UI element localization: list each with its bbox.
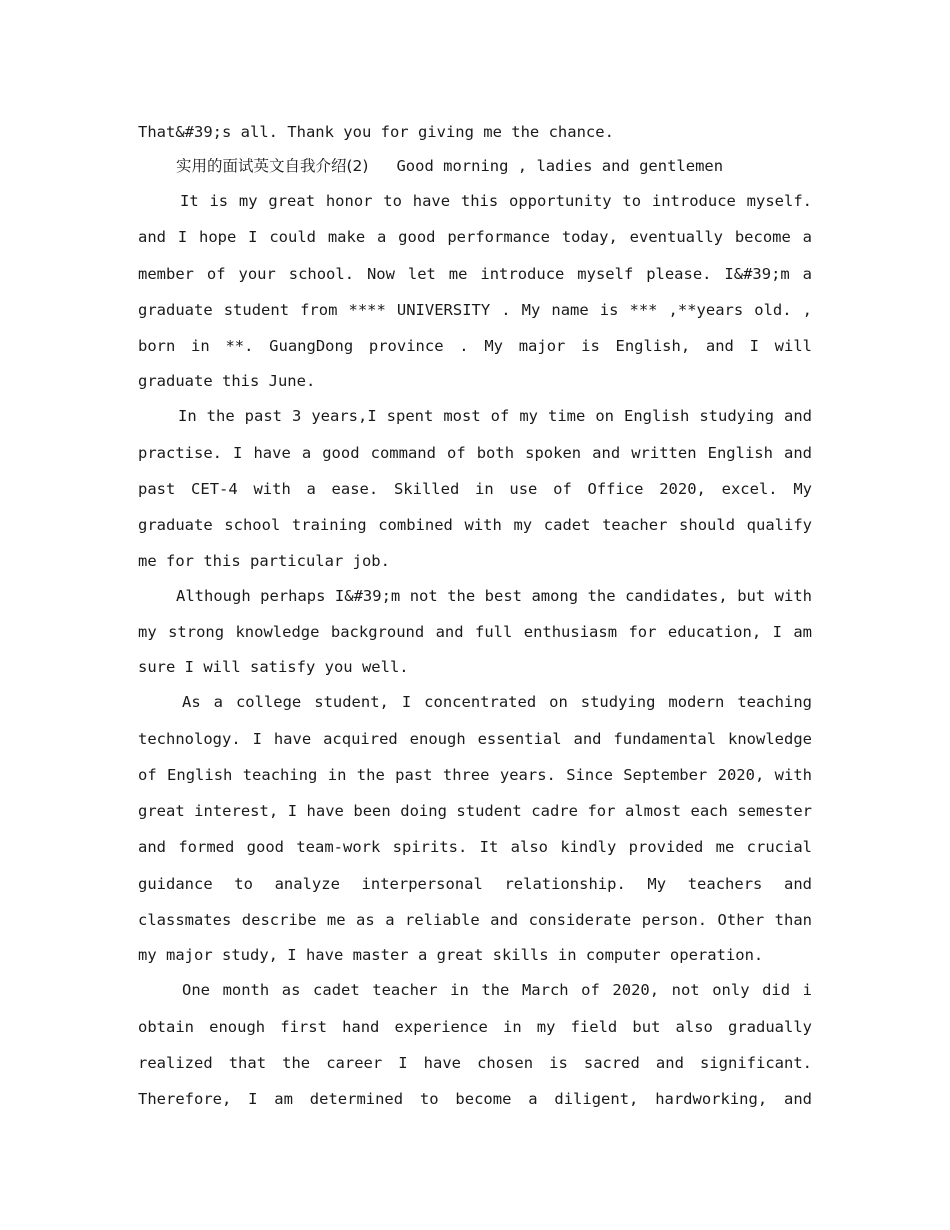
paragraph-line: realized that the career I have chosen is sacred and significant. — [138, 1053, 812, 1072]
section-heading — [138, 149, 812, 183]
paragraph-line: great interest, I have been doing student cadre for almost each semester — [138, 802, 812, 821]
paragraph-studies — [138, 398, 812, 577]
paragraph-line: As a college student, I concentrated on studying modern teaching — [182, 693, 812, 712]
paragraph-line: classmates describe me as a reliable and considerate person. Other than — [138, 911, 812, 930]
paragraph-line: graduate student from **** UNIVERSITY . My name is *** ,**years old. , — [138, 300, 812, 319]
paragraph-candidacy — [138, 578, 812, 685]
heading-chinese-title: 实用的面试英文自我介绍(2) — [176, 157, 369, 175]
paragraph-teaching — [138, 972, 812, 1117]
paragraph-line: and formed good team-work spirits. It also kindly provided me crucial — [138, 838, 812, 857]
paragraph-line: of English teaching in the past three years. Since September 2020, with — [138, 765, 812, 784]
paragraph-line: It is my great honor to have this opportunity to introduce myself. — [180, 192, 812, 210]
closing-line: That&#39;s all. Thank you for giving me the chance. — [138, 123, 614, 141]
document-page — [138, 116, 812, 1118]
paragraph-line: past CET-4 with a ease. Skilled in use of Office 2020, excel. My — [138, 480, 812, 499]
paragraph-line: obtain enough first hand experience in my field but also gradually — [138, 1017, 812, 1036]
paragraph-line: technology. I have acquired enough essential and fundamental knowledge — [138, 729, 812, 748]
paragraph-line: practise. I have a good command of both spoken and written English and — [138, 443, 812, 462]
paragraph-line: born in **. GuangDong province . My major is English, and I will — [138, 337, 812, 356]
paragraph-line: graduate this June. — [138, 372, 316, 391]
paragraph-line: sure I will satisfy you well. — [138, 658, 409, 677]
heading-greeting: Good morning , ladies and gentlemen — [396, 157, 724, 175]
paragraph-line: graduate school training combined with my cadet teacher should qualify — [138, 516, 812, 535]
paragraph-line: and I hope I could make a good performance today, eventually become a — [138, 228, 812, 247]
paragraph-line: member of your school. Now let me introduce myself please. I&#39;m a — [138, 264, 812, 283]
paragraph-line: my major study, I have master a great skills in computer operation. — [138, 946, 764, 965]
paragraph-line: my strong knowledge background and full enthusiasm for education, I am — [138, 622, 812, 641]
paragraph-introduction — [138, 183, 812, 398]
paragraph-line: guidance to analyze interpersonal relationship. My teachers and — [138, 874, 812, 893]
paragraph-line: One month as cadet teacher in the March of 2020, not only did i — [182, 981, 812, 1000]
paragraph-college — [138, 684, 812, 972]
paragraph-line: me for this particular job. — [138, 551, 390, 570]
paragraph-line: In the past 3 years,I spent most of my time on English studying and — [178, 407, 812, 426]
paragraph-line: Therefore, I am determined to become a diligent, hardworking, and — [138, 1090, 812, 1109]
paragraph-line: Although perhaps I&#39;m not the best among the candidates, but with — [176, 586, 812, 605]
